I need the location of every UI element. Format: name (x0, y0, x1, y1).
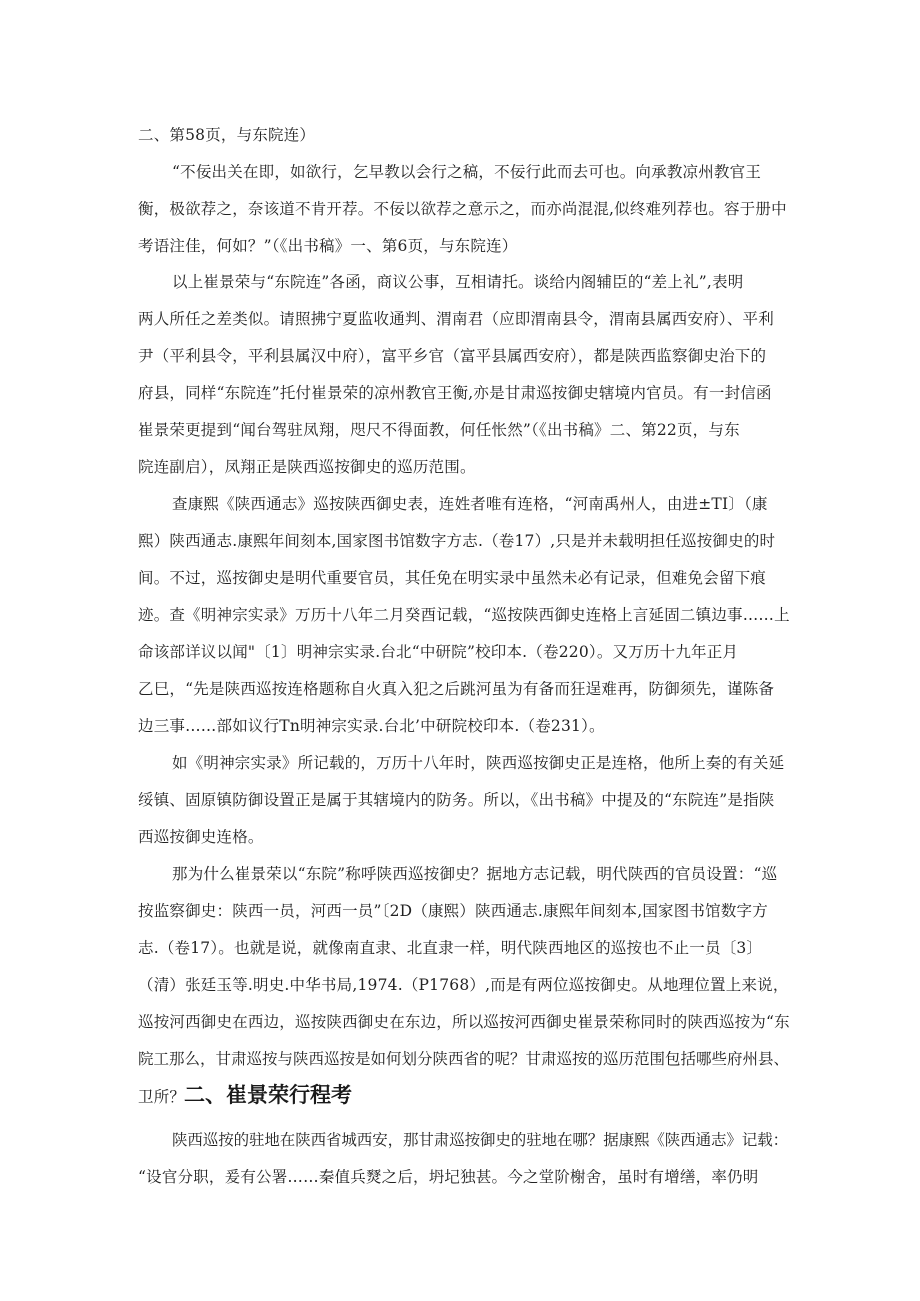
text-line-23: 志.（卷17）。也就是说，就像南直隶、北直隶一样，明代陕西地区的巡按也不止一员〔3〕 (138, 939, 763, 957)
text-line-20: 西巡按御史连格。 (138, 828, 264, 846)
text-line-14: 迹。查《明神宗实录》万历十八年二月癸酉记载，“巡按陕西御史连格上言延固二镇边事……上 (138, 606, 790, 624)
text-line-9: 崔景荣更提到“闻台驾驻凤翔，咫尺不得面教，何任怅然”（《出书稿》二、第22页，与东 (138, 421, 740, 439)
text-line-4: 考语注佳，何如？”（《出书稿》一、第6页，与东院连） (138, 237, 518, 255)
text-line-21: 那为什么崔景荣以“东院”称呼陕西巡按御史？据地方志记载，明代陕西的官员设置：“巡 (172, 865, 778, 883)
text-line-16: 乙巳，“先是陕西巡按连格题称自火真入犯之后跳河虽为有备而狂逞难再，防御须先，谨陈备 (138, 680, 775, 698)
text-line-19: 绥镇、固原镇防御设置正是属于其辖境内的防务。所以，《出书稿》中提及的“东院连”是指陕 (138, 791, 775, 809)
text-line-12: 熙）陕西通志.康熙年间刻本,国家图书馆数字方志.（卷17）,只是并未载明担任巡按御史的时 (138, 532, 776, 550)
text-line-7: 尹（平利县令，平利县属汉中府），富平乡官（富平县属西安府），都是陕西监察御史治下的 (138, 347, 767, 365)
text-line-24: （清）张廷玉等.明史.中华书局,1974.（P1768）,而是有两位巡按御史。从地理位置上来说， (138, 976, 789, 994)
text-line-18: 如《明神宗实录》所记载的，万历十八年时，陕西巡按御史正是连格，他所上奏的有关延 (172, 754, 785, 772)
text-line-26: 院工那么，甘肃巡按与陕西巡按是如何划分陕西省的呢？甘肃巡按的巡历范围包括哪些府州县、 (138, 1050, 790, 1068)
text-line-11: 查康熙《陕西通志》巡按陕西御史表，连姓者唯有连格，“河南禹州人，由进±TI〕（康 (172, 495, 768, 513)
text-line-8: 府县，同样“东院连”托付崔景荣的凉州教官王衡,亦是甘肃巡按御史辖境内官员。有一封信函 (138, 384, 772, 402)
text-line-13: 间。不过，巡按御史是明代重要官员，其任免在明实录中虽然未必有记录，但难免会留下痕 (138, 569, 767, 587)
text-line-27: 卫所？ (138, 1088, 186, 1106)
text-line-22: 按监察御史：陕西一员，河西一员”〔2D（康熙）陕西通志.康熙年间刻本,国家图书馆数字方 (138, 902, 768, 920)
text-line-3: 衡，极欲荐之，奈该道不肯开荐。不佞以欲荐之意示之，而亦尚混混,似终难列荐也。容于册中 (138, 200, 787, 218)
text-line-10: 院连副启），凤翔正是陕西巡按御史的巡历范围。 (138, 458, 476, 476)
text-line-6: 两人所任之差类似。请照拂宁夏监收通判、渭南君（应即渭南县令，渭南县属西安府）、平利 (138, 310, 774, 328)
text-line-25: 巡按河西御史在西边，巡按陕西御史在东边，所以巡按河西御史崔景荣称同时的陕西巡按为“东 (138, 1013, 790, 1031)
text-line-28: 陕西巡按的驻地在陕西省城西安，那甘肃巡按御史的驻地在哪？据康熙《陕西通志》记载： (172, 1131, 789, 1149)
text-line-29: “设官分职，爰有公署……秦值兵燹之后，坍圮独甚。今之堂阶榭舍，虽时有增缮，率仍明 (138, 1168, 759, 1186)
text-line-15: 命该部详议以闻"〔1〕明神宗实录.台北“中研院”校印本.（卷220）。又万历十九年正月 (138, 643, 739, 661)
text-line-2: “不佞出关在即，如欲行，乞早教以会行之稿，不佞行此而去可也。向承教凉州教官王 (172, 163, 762, 181)
text-line-17: 边三事……部如议行Tn明神宗实录.台北’中研院校印本.（卷231）。 (138, 717, 605, 735)
text-line-5: 以上崔景荣与“东院连”各函，商议公事，互相请托。谈给内阁辅臣的“差上礼”,表明 (172, 273, 744, 291)
text-line-1: 二、第58页，与东院连） (138, 126, 316, 144)
section-heading: 二、崔景荣行程考 (184, 1083, 352, 1107)
